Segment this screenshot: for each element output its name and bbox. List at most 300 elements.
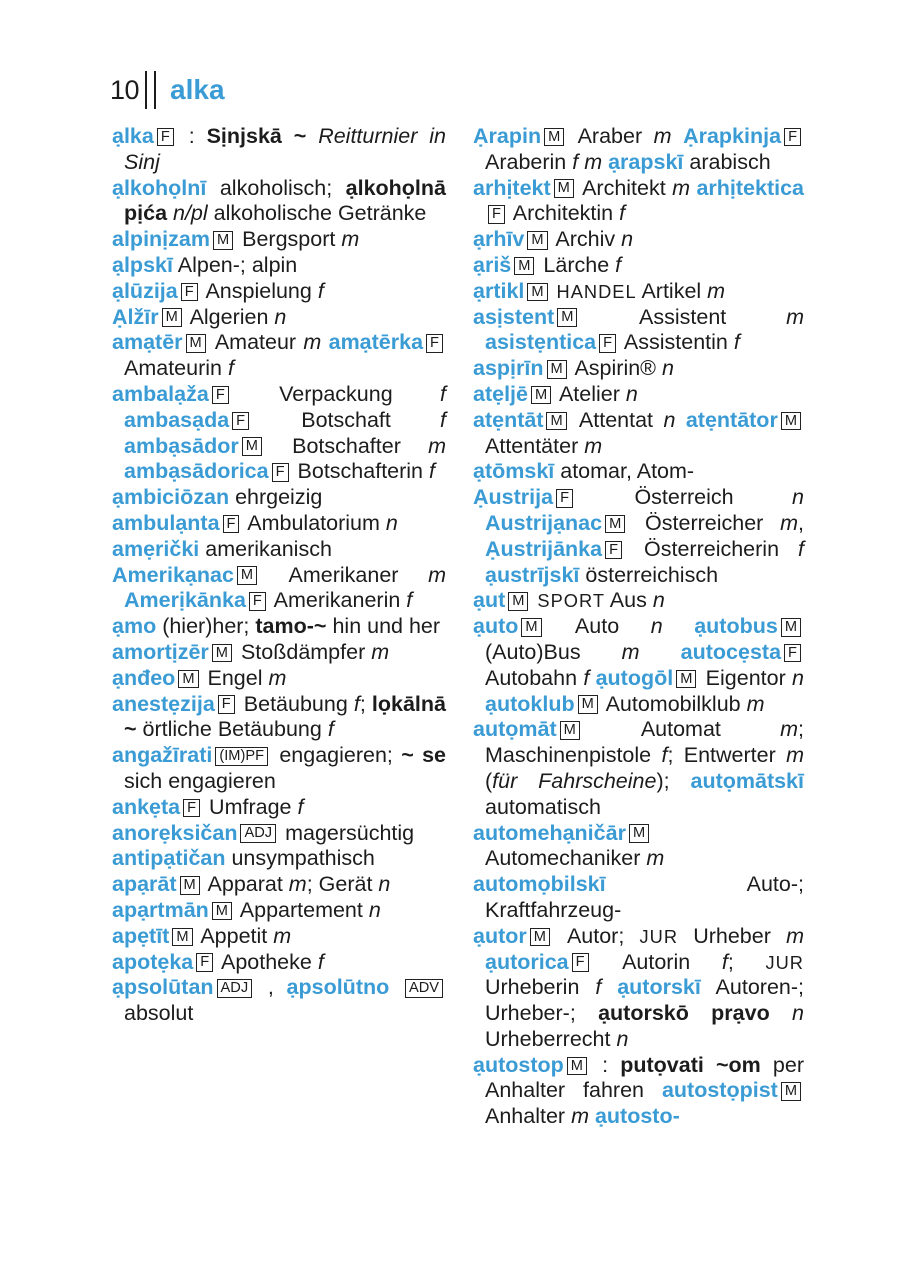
dictionary-column-right — [473, 124, 804, 1130]
translation-text: alkoholische Getränke — [207, 201, 427, 226]
italic-label: f — [733, 330, 740, 355]
grammar-tag: M — [527, 283, 547, 302]
grammar-tag: F — [232, 412, 249, 431]
dictionary-entry — [112, 898, 446, 924]
italic-label: m — [786, 743, 804, 768]
headword: ạriš — [473, 252, 512, 277]
dictionary-entry — [473, 821, 804, 873]
translation-text: ; Gerät — [306, 872, 379, 897]
dictionary-entry — [473, 279, 804, 305]
italic-label: n — [378, 872, 391, 897]
italic-label: n — [274, 304, 287, 329]
headword: ạrhīv — [473, 227, 525, 252]
headword: ạutoklub — [485, 691, 575, 716]
translation-text: ehrgeizig — [229, 485, 323, 510]
headword: ạutogōl — [595, 665, 674, 690]
translation-text: Österreicherin — [644, 536, 798, 561]
translation-text: Assistentin — [623, 330, 734, 355]
italic-label: f m — [572, 149, 603, 174]
headword: ambalạža — [112, 381, 209, 406]
italic-label: f — [327, 717, 334, 742]
grammar-tag: M — [162, 308, 182, 327]
translation-text: engagieren; — [279, 743, 402, 768]
translation-text: Amerikaner — [288, 562, 429, 587]
grammar-tag: M — [212, 902, 232, 921]
translation-text: arabisch — [683, 149, 771, 174]
headword: ạpsolūtno — [286, 975, 390, 1000]
headword: autọmātskī — [690, 768, 804, 793]
headword: ạlka — [112, 124, 154, 148]
italic-label: f — [619, 201, 626, 226]
translation-text: Botschaft — [301, 407, 441, 432]
headword: ạutor — [473, 923, 527, 948]
dictionary-entry — [112, 924, 446, 950]
grammar-tag: M — [178, 670, 198, 689]
headword: ạutostop — [473, 1052, 564, 1077]
grammar-tag: M — [605, 515, 625, 534]
grammar-tag: F — [488, 205, 505, 224]
headword: ạtōmskī — [473, 459, 555, 484]
translation-text: Eigentor — [705, 665, 793, 690]
grammar-tag: F — [426, 334, 443, 353]
headword: atẹntātor — [685, 407, 778, 432]
italic-label: für Fahrscheine — [492, 768, 657, 793]
translation-text: Amateur — [214, 330, 304, 355]
grammar-tag: F — [784, 128, 801, 147]
dictionary-entry — [112, 305, 446, 331]
dictionary-entry — [112, 485, 446, 511]
italic-label: n — [792, 665, 804, 690]
translation-text: atomar, Atom- — [554, 459, 695, 484]
grammar-tag: M — [530, 928, 550, 947]
italic-label: n — [616, 1026, 629, 1051]
translation-text — [321, 330, 328, 354]
italic-label: m — [786, 304, 804, 329]
dictionary-entry — [112, 692, 446, 744]
translation-text: Amateurin — [124, 356, 228, 381]
grammar-tag: M — [546, 412, 566, 431]
translation-text: unsympathisch — [225, 846, 375, 871]
translation-text: Aus — [605, 588, 653, 613]
headword: autostọpist — [661, 1078, 778, 1103]
dictionary-entry — [473, 614, 804, 717]
translation-text: Automat — [640, 717, 781, 742]
italic-label: m — [341, 227, 360, 252]
dictionary-entry — [112, 640, 446, 666]
translation-text: Bergsport — [242, 227, 342, 252]
headword: apotẹka — [112, 949, 194, 974]
headword: ạlkohọlnī — [112, 175, 207, 200]
italic-label: f — [297, 794, 304, 819]
grammar-tag: F — [196, 953, 213, 972]
domain-label: SPORT — [537, 590, 605, 612]
translation-text: Araber — [577, 124, 654, 148]
grammar-tag: F — [181, 283, 198, 302]
headword: anorẹksičan — [112, 820, 238, 845]
grammar-tag: M — [781, 1082, 801, 1101]
grammar-tag: F — [218, 695, 235, 714]
translation-text: Atelier — [558, 381, 626, 406]
headword: ạustrījskī — [485, 562, 580, 587]
italic-label: f — [227, 356, 234, 381]
grammar-tag: ADV — [405, 979, 443, 998]
translation-text: absolut — [124, 1001, 194, 1026]
translation-text: Artikel — [636, 278, 708, 303]
translation-text: Österreich — [634, 485, 793, 510]
translation-text: : — [188, 124, 207, 148]
italic-label: m — [428, 433, 446, 458]
italic-label: n/pl — [167, 201, 208, 226]
translation-text: Anspielung — [205, 278, 318, 303]
translation-text: hin und her — [326, 614, 441, 639]
italic-label: n — [662, 356, 674, 381]
translation-text: per Anhalter fahren — [485, 1052, 804, 1103]
headword: apẹtīt — [112, 923, 170, 948]
dictionary-entry — [473, 408, 804, 460]
translation-text: (hier)her; — [156, 614, 256, 639]
grammar-tag: ADJ — [240, 824, 276, 843]
headword: atẹljē — [473, 381, 528, 406]
domain-label: JUR — [765, 951, 804, 973]
translation-text — [640, 640, 681, 664]
translation-text: Attentäter — [485, 433, 585, 458]
italic-label: n — [385, 510, 398, 535]
translation-text: Lärche — [543, 252, 616, 277]
italic-label: m — [780, 510, 799, 535]
headword: Austrijạnac — [485, 510, 603, 535]
translation-text: Appetit — [200, 923, 274, 948]
translation-text: Attentat — [578, 407, 664, 432]
headword: asịstent — [473, 304, 555, 329]
headword: Ạustrijānka — [485, 536, 603, 561]
grammar-tag: M — [212, 644, 232, 663]
dictionary-entry — [473, 253, 804, 279]
translation-text: ); — [656, 768, 691, 793]
dictionary-entry — [473, 1053, 804, 1130]
grammar-tag: M — [578, 695, 598, 714]
dictionary-entry — [473, 356, 804, 382]
dictionary-entry — [112, 382, 446, 485]
dictionary-entry — [112, 872, 446, 898]
dictionary-entry — [112, 279, 446, 305]
italic-label: m — [780, 717, 799, 742]
translation-text: alkoholisch; — [206, 175, 346, 200]
dictionary-entry — [112, 124, 446, 176]
italic-label: f — [317, 949, 324, 974]
grammar-tag: M — [508, 592, 528, 611]
translation-text: Apotheke — [221, 949, 318, 974]
italic-label: m — [428, 562, 446, 587]
italic-label: f — [595, 975, 602, 1000]
headword: Ạrapkinja — [683, 124, 782, 148]
grammar-tag: F — [223, 515, 240, 534]
headword: arhịtekt — [473, 175, 551, 200]
dictionary-entry — [112, 975, 446, 1027]
headword: ạmbiciōzan — [112, 485, 230, 510]
translation-text: Algerien — [189, 304, 275, 329]
translation-text: österreichisch — [579, 562, 719, 587]
domain-label: HANDEL — [556, 280, 637, 302]
italic-label: n — [625, 381, 638, 406]
italic-label: n — [792, 485, 804, 510]
phrase: Sịnjskā ~ — [206, 124, 307, 148]
italic-label: n — [792, 1001, 804, 1026]
italic-label: f — [615, 252, 622, 277]
grammar-tag: M — [629, 824, 649, 843]
italic-label: m — [571, 1104, 589, 1129]
headword: asistẹntica — [485, 330, 597, 355]
translation-text: (Auto)Bus — [485, 639, 622, 664]
headword: amortịzēr — [112, 639, 209, 664]
italic-label: m — [584, 433, 603, 458]
grammar-tag: M — [180, 876, 200, 895]
translation-text: Stoßdämpfer — [240, 639, 372, 664]
page-header — [110, 70, 225, 110]
translation-text: Österreicher — [645, 510, 781, 535]
translation-text: ; — [727, 949, 766, 974]
grammar-tag: F — [183, 799, 200, 818]
header-double-rule — [145, 71, 156, 109]
headword: ạlpskī — [112, 252, 173, 277]
italic-label: m — [273, 923, 292, 948]
headword: autocẹsta — [680, 639, 782, 664]
dictionary-entry — [473, 924, 804, 1053]
translation-text: Umfrage — [209, 794, 298, 819]
italic-label: f — [721, 949, 728, 974]
translation-text: Araberin — [485, 149, 573, 174]
headword: ambạsādor — [124, 433, 239, 458]
dictionary-entry — [112, 821, 446, 847]
italic-label: m — [268, 665, 287, 690]
translation-text: Urheberin — [485, 975, 596, 1000]
dictionary-entry — [112, 227, 446, 253]
headword: ạutosto- — [594, 1104, 680, 1129]
translation-text: Verpackung — [279, 381, 441, 406]
grammar-tag: M — [554, 179, 574, 198]
grammar-tag: F — [249, 592, 266, 611]
translation-text: Autor; — [566, 923, 640, 948]
headword: ambulạnta — [112, 510, 220, 535]
grammar-tag: M — [237, 566, 257, 585]
headword: ạrtikl — [473, 278, 525, 303]
dictionary-entry — [473, 305, 804, 357]
dictionary-entry — [112, 795, 446, 821]
italic-label: m — [746, 691, 765, 716]
grammar-tag: F — [556, 489, 573, 508]
translation-text — [770, 1001, 792, 1025]
headword: Ạrapin — [473, 124, 542, 148]
italic-label: f — [406, 588, 413, 613]
grammar-tag: F — [212, 386, 229, 405]
translation-text: Ambulatorium — [247, 510, 386, 535]
grammar-tag: M — [186, 334, 206, 353]
grammar-tag: F — [599, 334, 616, 353]
dictionary-entry — [473, 485, 804, 588]
grammar-tag: F — [784, 644, 801, 663]
headword: ạpsolūtan — [112, 975, 214, 1000]
dictionary-entry — [112, 666, 446, 692]
italic-label: n — [663, 407, 676, 432]
headword: anestẹzija — [112, 691, 215, 716]
translation-text: , — [267, 975, 287, 1000]
grammar-tag: M — [172, 928, 192, 947]
phrase: ạutorskō prạvo — [598, 1001, 770, 1026]
headword: autọmāt — [473, 717, 557, 742]
grammar-tag: M — [514, 257, 534, 276]
italic-label: m — [672, 175, 691, 200]
translation-text: Assistent — [639, 304, 787, 329]
italic-label: m — [621, 639, 640, 664]
headword: Ạlžīr — [112, 304, 159, 329]
headword: ạutorica — [485, 949, 569, 974]
dictionary-entry — [112, 537, 446, 563]
grammar-tag: M — [531, 386, 551, 405]
dictionary-entry — [112, 330, 446, 382]
dictionary-entry — [112, 614, 446, 640]
dictionary-entry — [112, 563, 446, 615]
translation-text — [601, 975, 617, 999]
headword: automọbilskī — [473, 872, 606, 897]
translation-text: Autoren-; Urheber-; — [485, 975, 804, 1026]
italic-label: f — [317, 278, 324, 303]
domain-label: JUR — [639, 925, 679, 947]
grammar-tag: ADJ — [217, 979, 253, 998]
grammar-tag: M — [527, 231, 547, 250]
italic-label: f — [583, 665, 590, 690]
guide-word: alka — [170, 74, 225, 105]
translation-text: magersüchtig — [285, 820, 415, 845]
page-number: 10 — [110, 74, 140, 105]
translation-text: ( — [485, 768, 493, 793]
grammar-tag: F — [272, 463, 289, 482]
translation-text — [663, 614, 695, 638]
translation-text: Autobahn — [485, 665, 584, 690]
phrase: ~ se — [401, 743, 446, 768]
phrase: lọkālnā ~ — [124, 691, 446, 742]
dictionary-entry — [473, 872, 804, 924]
italic-label: f — [440, 381, 446, 406]
dictionary-entry — [473, 717, 804, 820]
italic-label: m — [371, 639, 390, 664]
grammar-tag: M — [242, 437, 262, 456]
headword: ạrapskī — [608, 149, 684, 174]
grammar-tag: M — [547, 360, 567, 379]
headword: apạrtmān — [112, 897, 209, 922]
translation-text: Automechaniker — [485, 846, 647, 871]
translation-text — [675, 408, 685, 432]
headword: amạtēr — [112, 330, 183, 355]
translation-text: Autorin — [622, 949, 722, 974]
translation-text: ; Entwerter — [667, 743, 787, 768]
italic-label: m — [653, 124, 672, 148]
italic-label: m — [786, 923, 804, 948]
translation-text: ; Maschinenpistole — [485, 717, 804, 768]
translation-text: Auto-; Kraftfahrzeug- — [485, 872, 804, 922]
translation-text: Amerikanerin — [273, 588, 407, 613]
grammar-tag: M — [560, 721, 580, 740]
dictionary-column-left — [112, 124, 446, 1027]
phrase: tamo-~ — [255, 614, 327, 639]
italic-label: m — [707, 278, 726, 303]
headword: ambasạda — [124, 407, 230, 432]
italic-label: m — [303, 330, 322, 355]
dictionary-entry — [473, 227, 804, 253]
headword: apạrāt — [112, 872, 177, 897]
italic-label: Reitturnier in Sinj — [124, 124, 446, 174]
translation-text: Urheberrecht — [485, 1026, 617, 1051]
translation-text: Botschafter — [292, 433, 429, 458]
grammar-tag: M — [544, 128, 564, 147]
italic-label: f — [661, 743, 668, 768]
translation-text: sich engagieren — [124, 768, 276, 793]
translation-text: ; — [359, 691, 372, 716]
grammar-tag: (IM)PF — [215, 747, 268, 766]
translation-text: Urheber — [678, 923, 787, 948]
headword: amẹrički — [112, 536, 200, 561]
translation-text: Aspirin® — [574, 356, 663, 381]
translation-text — [389, 975, 402, 999]
italic-label: n — [621, 227, 634, 252]
translation-text: Betäubung — [243, 691, 354, 716]
dictionary-entry — [473, 588, 804, 614]
italic-label: f — [429, 459, 435, 484]
italic-label: f — [798, 536, 804, 561]
dictionary-entry — [473, 124, 804, 176]
headword: aspịrīn — [473, 356, 544, 381]
phrase: putọvati ~om — [620, 1052, 761, 1077]
dictionary-entry — [112, 253, 446, 279]
translation-text: Alpen-; alpin — [172, 252, 298, 277]
dictionary-entry — [473, 382, 804, 408]
grammar-tag: M — [781, 618, 801, 637]
headword: automehạničār — [473, 820, 626, 845]
dictionary-entry — [473, 459, 804, 485]
italic-label: n — [652, 588, 665, 613]
grammar-tag: M — [567, 1057, 587, 1076]
headword: ạutorskī — [617, 975, 701, 1000]
grammar-tag: M — [557, 308, 577, 327]
translation-text: Anhalter — [485, 1104, 572, 1129]
headword: Amerikạnac — [112, 562, 234, 587]
dictionary-entry — [112, 743, 446, 795]
headword: ạutobus — [694, 614, 778, 639]
grammar-tag: M — [213, 231, 233, 250]
italic-label: m — [646, 846, 665, 871]
headword: ạuto — [473, 614, 519, 639]
italic-label: f — [440, 407, 446, 432]
headword: atẹntāt — [473, 407, 544, 432]
headword: ạlūzija — [112, 278, 178, 303]
headword: alpinịzam — [112, 227, 210, 252]
headword: angažīrati — [112, 743, 213, 768]
translation-text: , — [798, 510, 804, 535]
grammar-tag: F — [572, 953, 589, 972]
translation-text: automatisch — [485, 794, 601, 819]
translation-text: Appartement — [239, 897, 369, 922]
translation-text: Engel — [207, 665, 269, 690]
headword: ạnđeo — [112, 665, 176, 690]
headword: ankẹta — [112, 794, 181, 819]
grammar-tag: F — [605, 541, 622, 560]
translation-text — [672, 124, 684, 148]
translation-text: Architekt — [582, 175, 673, 200]
italic-label: m — [288, 872, 307, 897]
italic-label: f — [353, 691, 360, 716]
translation-text: Automobilklub — [605, 691, 747, 716]
grammar-tag: M — [676, 670, 696, 689]
dictionary-entry — [112, 176, 446, 228]
grammar-tag: F — [157, 128, 174, 147]
